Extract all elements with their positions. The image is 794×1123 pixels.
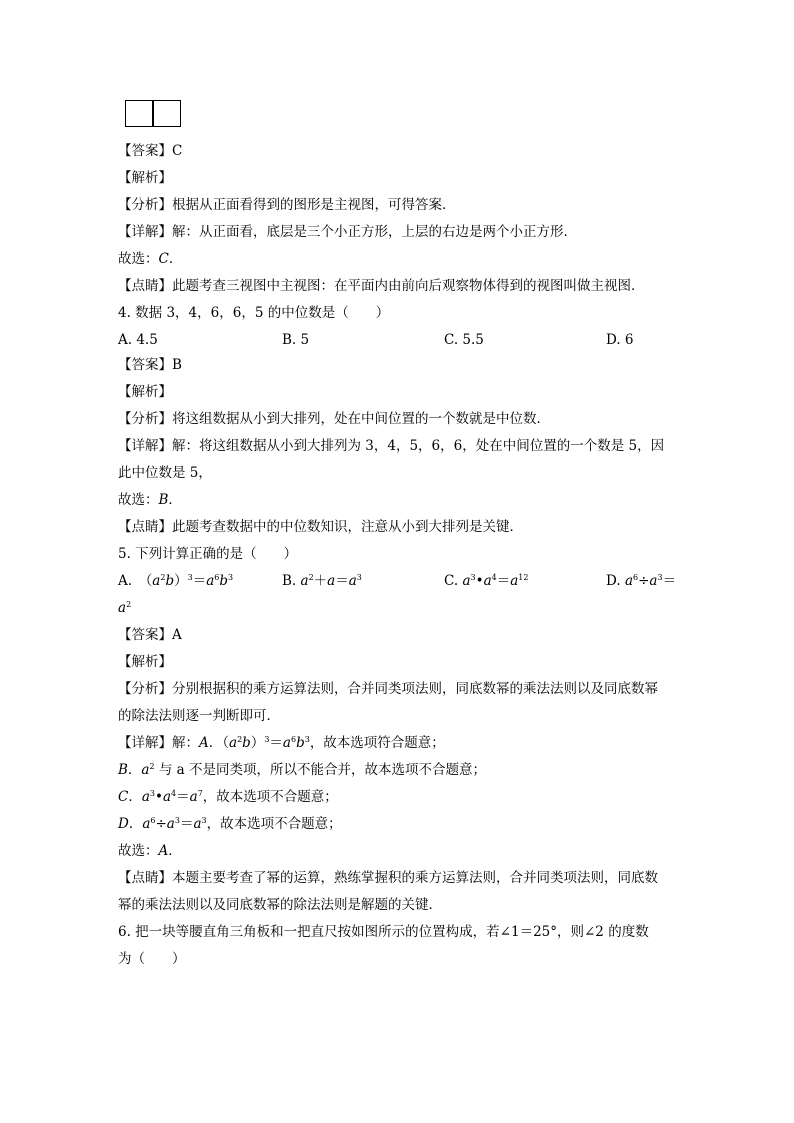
xiangjie-label: 【详解】	[118, 438, 172, 454]
square-right	[153, 100, 181, 127]
q4-xiangjie-cont: 此中位数是 5，	[118, 465, 212, 481]
conclusion-suffix: ．	[168, 843, 182, 859]
xiangjie-label: 【详解】	[118, 735, 172, 751]
dianjing-text: 此题考查数据中的中位数知识，注意从小到大排列是关键．	[172, 519, 523, 535]
q4-fenxi	[118, 410, 550, 428]
q4-xiangjie	[118, 437, 664, 455]
q5-option-c: C. $a^3•a^4=a^{12}$	[444, 573, 529, 589]
q4-answer	[118, 356, 182, 374]
q5-xiangjie-d: D．$a^6\div a^3=a^3$，故本选项不合题意；	[118, 816, 342, 832]
answer-label: 【答案】	[118, 627, 172, 643]
answer-value: B	[172, 357, 182, 373]
analysis-label: 【解析】	[118, 654, 172, 670]
row-b-text: 与 a 不是同类项，所以不能合并，故本选项不合题意；	[154, 762, 486, 778]
q4-dianjing	[118, 518, 523, 536]
q5-answer	[118, 626, 182, 644]
fenxi-text: 分别根据积的乘方运算法则，合并同类项法则，同底数幂的乘法法则以及同底数幂	[172, 681, 658, 697]
q4-analysis	[118, 383, 172, 401]
analysis-label: 【解析】	[118, 384, 172, 400]
analysis-label: 【解析】	[118, 170, 172, 186]
xiangjie-prefix: 解：	[172, 735, 199, 751]
fenxi-text: 根据从正面看得到的图形是主视图，可得答案．	[172, 197, 456, 213]
q4-conclusion	[118, 491, 182, 509]
q3-fenxi	[118, 196, 456, 214]
row-c-tail: ，故本选项不合题意；	[202, 789, 338, 805]
conclusion-letter: B	[158, 492, 169, 508]
q5-conclusion	[118, 842, 182, 860]
q4-option-c: C. 5.5	[444, 332, 484, 348]
xiangjie-text: 解：将这组数据从小到大排列为 3，4，5，6，6，处在中间位置的一个数是 5，因	[172, 438, 665, 454]
q5-fenxi	[118, 680, 658, 698]
square-left	[125, 100, 153, 127]
fenxi-label: 【分析】	[118, 411, 172, 427]
q5-option-b: B. $a^2+a=a^3$	[282, 573, 362, 589]
main-view-figure	[125, 100, 183, 128]
q4-option-d: D. 6	[606, 332, 634, 348]
q5-dianjing	[118, 869, 658, 887]
q3-analysis	[118, 169, 172, 187]
q5-option-d: D. $a^6\div a^3=$	[606, 573, 677, 589]
xiangjie-text: 解：从正面看，底层是三个小正方形，上层的右边是两个小正方形．	[172, 224, 577, 240]
q5-xiangjie-b: B．$a^2$ 与 a 不是同类项，所以不能合并，故本选项不合题意；	[118, 762, 486, 778]
xiangjie-label: 【详解】	[118, 224, 172, 240]
conclusion-prefix: 故选：	[118, 251, 159, 267]
q3-conclusion	[118, 250, 182, 268]
q5-xiangjie-c: C．$a^3•a^4=a^7$，故本选项不合题意；	[118, 789, 338, 805]
q3-xiangjie	[118, 223, 577, 241]
fenxi-text: 将这组数据从小到大排列，处在中间位置的一个数就是中位数．	[172, 411, 550, 427]
row-a-tail: ，故本选项符合题意；	[309, 735, 445, 751]
answer-label: 【答案】	[118, 357, 172, 373]
q5-option-a: A. $(a^2b)^3=a^6b^3$	[118, 573, 234, 589]
dianjing-text: 本题主要考查了幂的运算，熟练掌握积的乘方运算法则，合并同类项法则，同底数	[172, 870, 658, 886]
answer-value: C	[172, 143, 183, 159]
dianjing-label: 【点睛】	[118, 519, 172, 535]
q3-answer	[118, 142, 182, 160]
dianjing-label: 【点睛】	[118, 278, 172, 294]
q6-stem: 6. 把一块等腰直角三角板和一把直尺按如图所示的位置构成，若∠1＝25°，则∠2 的度数	[118, 924, 649, 940]
conclusion-suffix: ．	[168, 251, 183, 267]
dianjing-label: 【点睛】	[118, 870, 172, 886]
q5-stem: 5. 下列计算正确的是（ ）	[118, 546, 298, 562]
conclusion-letter: A	[158, 843, 169, 859]
q5-option-d-cont: $a^2$	[118, 600, 132, 616]
dianjing-text: 此题考查三视图中主视图：在平面内由前向后观察物体得到的视图叫做主视图．	[172, 278, 645, 294]
q6-stem-cont: 为（ ）	[118, 951, 186, 967]
q5-xiangjie-a: 【详解】解：A．$(a^2b)^3=a^6b^3$，故本选项符合题意；	[118, 735, 445, 751]
q5-fenxi-cont: 的除法法则逐一判断即可．	[118, 708, 280, 724]
q3-dianjing	[118, 277, 645, 295]
q5-analysis	[118, 653, 172, 671]
q4-stem: 4. 数据 3，4，6，6，5 的中位数是（ ）	[118, 305, 390, 321]
row-d-tail: ，故本选项不合题意；	[206, 816, 342, 832]
q4-option-b: B. 5	[282, 332, 310, 348]
conclusion-suffix: ．	[168, 492, 182, 508]
q4-option-a: A. 4.5	[118, 332, 158, 348]
answer-label: 【答案】	[118, 143, 172, 159]
conclusion-letter: C	[158, 251, 169, 267]
fenxi-label: 【分析】	[118, 197, 172, 213]
answer-value: A	[172, 627, 182, 643]
conclusion-prefix: 故选：	[118, 492, 159, 508]
q5-dianjing-cont: 幂的乘法法则以及同底数幂的除法法则是解题的关键．	[118, 897, 442, 913]
fenxi-label: 【分析】	[118, 681, 172, 697]
conclusion-prefix: 故选：	[118, 843, 159, 859]
